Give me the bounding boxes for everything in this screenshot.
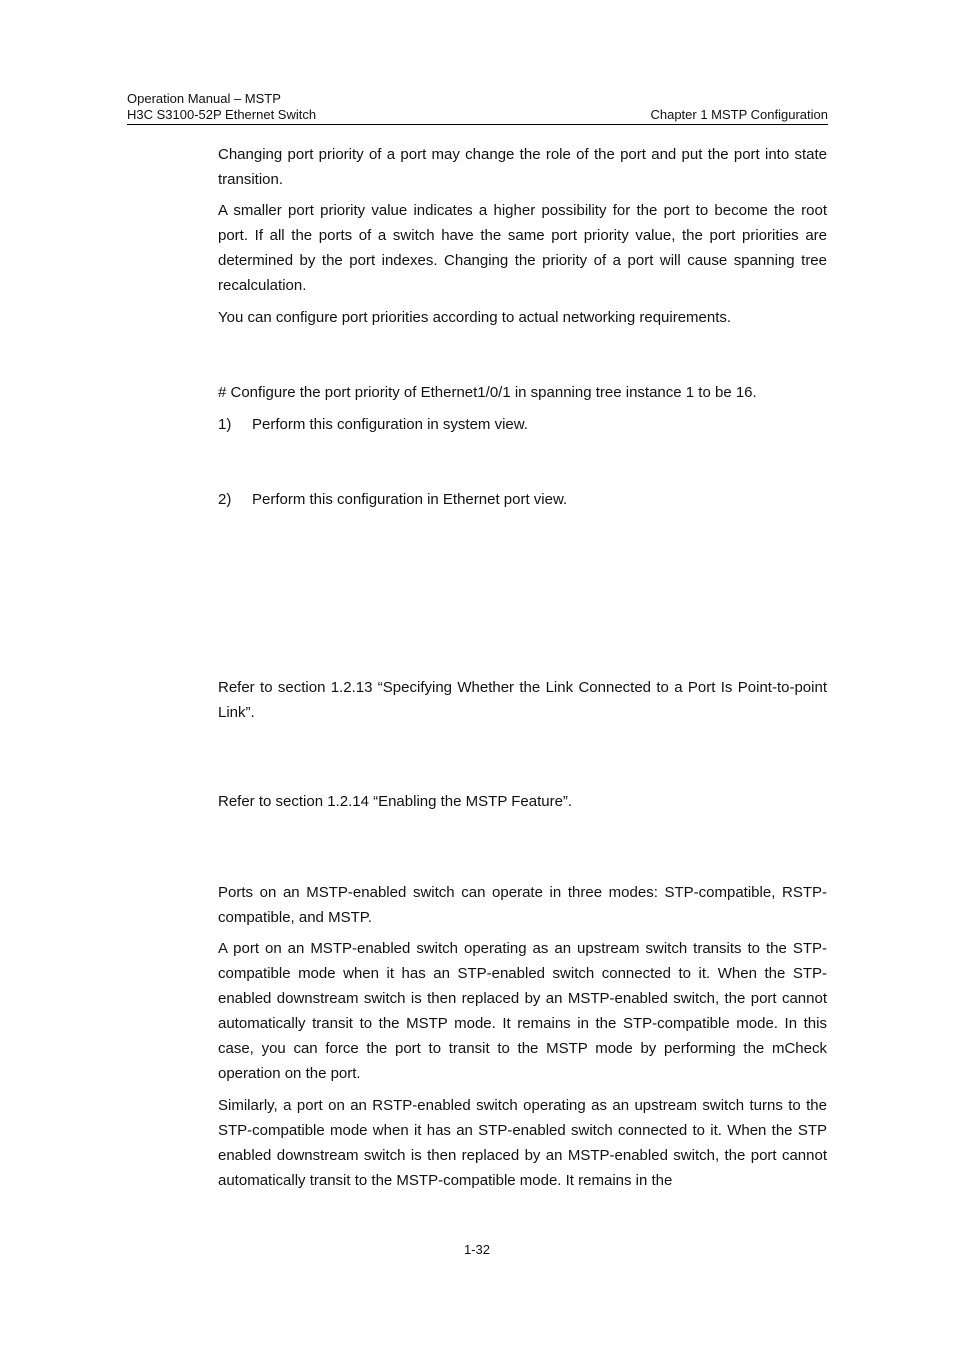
step-2-number: 2) bbox=[218, 491, 232, 508]
step-2-text: Perform this configuration in Ethernet port view. bbox=[252, 491, 568, 508]
reference-enabling-mstp: Refer to section 1.2.14 “Enabling the MSTP Feature”. bbox=[218, 793, 573, 810]
paragraph-port-modes: Ports on an MSTP-enabled switch can operate in three modes: STP-compatible, RSTP-compatible, and MSTP. bbox=[218, 884, 827, 926]
step-1-number: 1) bbox=[218, 416, 232, 433]
paragraph-mcheck-mstp: A port on an MSTP-enabled switch operating as an upstream switch transits to the STP-compatible mode when it has an STP-enabled switch connected to it. When the STP-enabled downstream switch is then replaced by an MSTP-enabled switch, the port cannot automatically transit to the MSTP mode. It remains in the STP-compatible mode. In this case, you can force the port to transit to the MSTP mode by performing the mCheck operation on the port. bbox=[218, 940, 827, 1082]
header-rule bbox=[127, 124, 828, 125]
paragraph-port-priority-value: A smaller port priority value indicates a higher possibility for the port to become the root port. If all the ports of a switch have the same port priority value, the port priorities are determined by the port indexes. Changing the priority of a port will cause spanning tree recalculation. bbox=[218, 202, 827, 294]
paragraph-mcheck-rstp: Similarly, a port on an RSTP-enabled switch operating as an upstream switch turns to the STP-compatible mode when it has an STP-enabled switch connected to it. When the STP enabled downstream switch is then replaced by an MSTP-enabled switch, the port cannot automatically transit to the MSTP-compatible mode. It remains in the bbox=[218, 1097, 827, 1189]
running-header-left bbox=[127, 91, 316, 123]
reference-point-to-point: Refer to section 1.2.13 “Specifying Whether the Link Connected to a Port Is Point-to-point Link”. bbox=[218, 679, 827, 721]
step-2 bbox=[218, 487, 567, 512]
step-1 bbox=[218, 412, 528, 437]
paragraph-port-priority-role: Changing port priority of a port may change the role of the port and put the port into state transition. bbox=[218, 146, 827, 188]
paragraph-configure-priorities: You can configure port priorities according to actual networking requirements. bbox=[218, 309, 732, 326]
manual-title: Operation Manual – MSTP bbox=[127, 91, 281, 106]
example-description: # Configure the port priority of Ethernet1/0/1 in spanning tree instance 1 to be 16. bbox=[218, 384, 757, 401]
product-name: H3C S3100-52P Ethernet Switch bbox=[127, 107, 317, 122]
page-number: 1-32 bbox=[463, 1242, 491, 1257]
step-1-text: Perform this configuration in system view. bbox=[252, 416, 528, 433]
chapter-title: Chapter 1 MSTP Configuration bbox=[650, 107, 828, 122]
